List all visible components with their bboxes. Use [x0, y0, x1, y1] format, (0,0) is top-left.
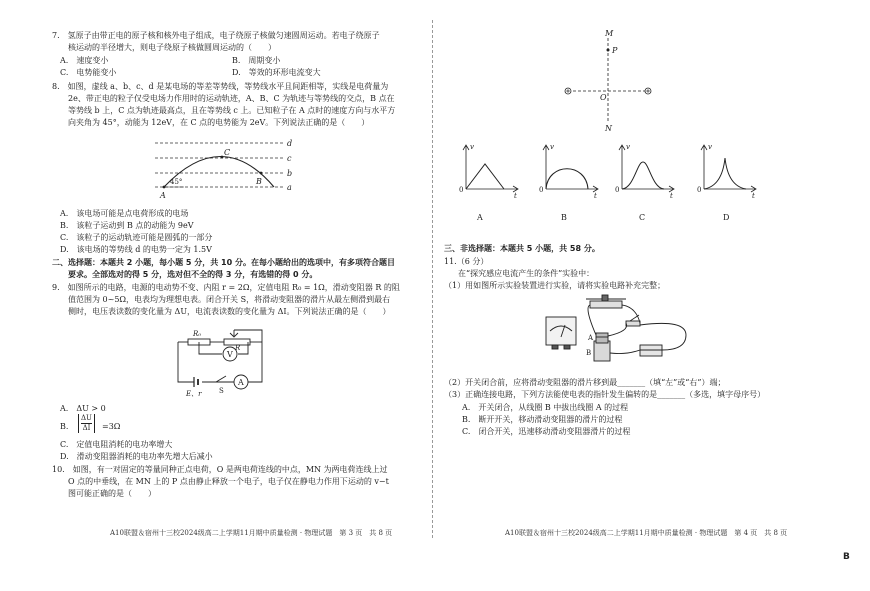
q9-stem-line-3: 侧时，电压表读数的变化量为 ΔU，电流表读数的变化量为 ΔI。下列说法正确的是（ ） — [52, 307, 391, 316]
vt-b-axis-v: v — [550, 143, 554, 151]
vt-d-axis-v: v — [708, 143, 712, 151]
vt-d-axis-t: t — [752, 192, 755, 200]
q11-part1: （1）用如图所示实验装置进行实验，请将实验电路补充完整； — [444, 281, 666, 290]
q11-coil-a-label: A — [588, 334, 594, 342]
q8-stem-line-1: 8. 如图，虚线 a、b、c、d 是某电场的等差等势线，等势线水平且间距相等，实线是电荷量为 — [52, 82, 389, 91]
q9-circuit-figure — [172, 320, 272, 398]
field-label-o: O — [600, 93, 607, 102]
q8-point-c: C — [224, 148, 231, 157]
q8-point-a: A — [160, 191, 166, 200]
q9-option-b-prefix: B. — [60, 422, 69, 431]
q9-source-label: E、r — [186, 390, 202, 398]
field-label-p: P — [612, 46, 618, 55]
field-label-n: N — [605, 124, 612, 133]
q8-line-d: d — [287, 139, 293, 148]
vt-b-axis-t: t — [594, 192, 597, 200]
q7-stem-line-2: 核运动的半径增大，则电子绕原子核做圆周运动的（ ） — [52, 43, 276, 52]
q9-option-d: D. 滑动变阻器消耗的电功率先增大后减小 — [60, 452, 213, 461]
q8-line-a: a — [287, 183, 292, 192]
q9-stem-line-2: 值范围为 0~5Ω，电表均为理想电表。闭合开关 S，将滑动变阻器的滑片从最左侧滑到最右 — [52, 295, 391, 304]
q8-stem-line-3: 等势线 b 上，C 点为轨迹最高点，且在等势线 c 上。已知粒子在 A 点时的速度方向与水平方 — [52, 106, 396, 115]
page-divider — [432, 20, 433, 538]
q9-voltmeter-label: V — [227, 350, 233, 359]
q7-option-c: C. 电势能变小 — [60, 68, 117, 77]
vt-label-b: B — [561, 213, 567, 222]
q10-stem-line-2: O 点的中垂线，在 MN 上的 P 点由静止释放一个电子，电子仅在静电力作用下运动的 v−t — [52, 477, 389, 486]
vt-c-axis-t: t — [670, 192, 673, 200]
q11-coil-b-label: B — [586, 349, 592, 357]
q10-stem-line-3: 图可能正确的是（ ） — [52, 489, 156, 498]
q9-ammeter-label: A — [238, 378, 244, 387]
q9-option-b-value: =3Ω — [102, 422, 121, 431]
q11-part3: （3）正确连接电路，下列方法能使电表的指针发生偏转的是_______（多选，填字母序号） — [444, 390, 766, 399]
vt-label-d: D — [723, 213, 730, 222]
q9-option-b-fraction — [78, 414, 95, 433]
section3-title: 三、非选择题：本题共 5 小题，共 58 分。 — [444, 244, 600, 253]
q8-option-a: A. 该电场可能是点电荷形成的电场 — [60, 209, 189, 218]
vt-a-axis-v: v — [470, 143, 474, 151]
q7-option-a: A. 速度变小 — [60, 56, 109, 65]
q8-field-figure — [150, 136, 300, 202]
q8-option-d: D. 该电场的等势线 d 的电势一定为 1.5V — [60, 245, 212, 254]
q8-angle-label: 45° — [170, 178, 183, 186]
vt-c-origin: 0 — [615, 186, 620, 194]
vt-a-axis-t: t — [514, 192, 517, 200]
vt-label-a: A — [477, 213, 483, 222]
q9-switch-label: S — [219, 387, 224, 395]
q9-option-b-denominator: ΔI — [82, 424, 91, 432]
q9-option-b-numerator: ΔU — [81, 414, 92, 422]
vt-graph-d — [696, 142, 758, 200]
q9-option-c: C. 定值电阻消耗的电功率增大 — [60, 440, 173, 449]
vt-d-origin: 0 — [697, 186, 702, 194]
section2-line-1: 二、选择题：本题共 2 小题，每小题 5 分，共 10 分。在每小题给出的选项中，有多项符合题目 — [52, 258, 395, 267]
q9-stem-line-1: 9. 如图所示的电路，电源的电动势不变、内阻 r = 2Ω，定值电阻 R₀ = 1Ω，滑动变阻器 R 的阻 — [52, 283, 400, 292]
q8-line-c: c — [287, 154, 292, 163]
q11-option-a: A. 开关闭合，从线圈 B 中拔出线圈 A 的过程 — [462, 403, 629, 412]
page-marker: B — [843, 552, 850, 562]
q7-stem-line-1: 7. 氢原子由带正电的原子核和核外电子组成，电子绕原子核做匀速圆周运动。若电子绕原子 — [52, 31, 380, 40]
right-footer: A10联盟＆宿州十三校2024级高二上学期11月期中质量检测 · 物理试题 第 4 页 共 8 页 — [505, 529, 788, 537]
q8-point-b: B — [256, 177, 262, 186]
q8-line-b: b — [287, 169, 293, 178]
q7-option-b: B. 周期变小 — [232, 56, 281, 65]
vt-label-c: C — [639, 213, 646, 222]
vt-b-origin: 0 — [539, 186, 544, 194]
q11-head: 11.（6 分） — [444, 257, 489, 266]
q11-part2: （2）开关闭合前，应将滑动变阻器的滑片移到最_______（填“左”或“右”）端； — [444, 378, 726, 387]
q11-intro: 在“探究感应电流产生的条件”实验中： — [458, 269, 595, 278]
q8-stem-line-4: 向夹角为 45°，动能为 12eV，在 C 点的电势能为 2eV。下列说法正确的是（ ） — [52, 118, 370, 127]
vt-a-origin: 0 — [459, 186, 464, 194]
left-footer: A10联盟＆宿州十三校2024级高二上学期11月期中质量检测 · 物理试题 第 3 页 共 8 页 — [110, 529, 393, 537]
q11-option-b: B. 断开开关，移动滑动变阻器的滑片的过程 — [462, 415, 623, 424]
vt-graph-a — [458, 142, 520, 200]
q10-stem-line-1: 10. 如图，有一对固定的等量同种正点电荷，O 是两电荷连线的中点，MN 为两电荷连线上过 — [52, 465, 388, 474]
q9-option-a: A. ΔU > 0 — [60, 404, 106, 413]
q11-apparatus-figure — [540, 293, 700, 367]
vt-graph-c — [614, 142, 676, 200]
q9-r-label: R — [235, 344, 241, 352]
q7-option-d: D. 等效的环形电流变大 — [232, 68, 321, 77]
q9-r0-label: R₀ — [193, 330, 202, 338]
section2-line-2: 要求。全部选对的得 5 分，选对但不全的得 3 分，有选错的得 0 分。 — [52, 270, 318, 279]
charge-field-figure — [560, 30, 660, 132]
q8-option-c: C. 该粒子的运动轨迹可能是圆弧的一部分 — [60, 233, 213, 242]
field-label-m: M — [605, 29, 614, 38]
q11-option-c: C. 闭合开关，迅速移动滑动变阻器滑片的过程 — [462, 427, 631, 436]
vt-graph-b — [538, 142, 600, 200]
q8-option-b: B. 该粒子运动到 B 点的动能为 9eV — [60, 221, 194, 230]
vt-c-axis-v: v — [626, 143, 630, 151]
q8-stem-line-2: 2e、带正电的粒子仅受电场力作用时的运动轨迹，A、B、C 为轨迹与等势线的交点，B 点在 — [52, 94, 395, 103]
